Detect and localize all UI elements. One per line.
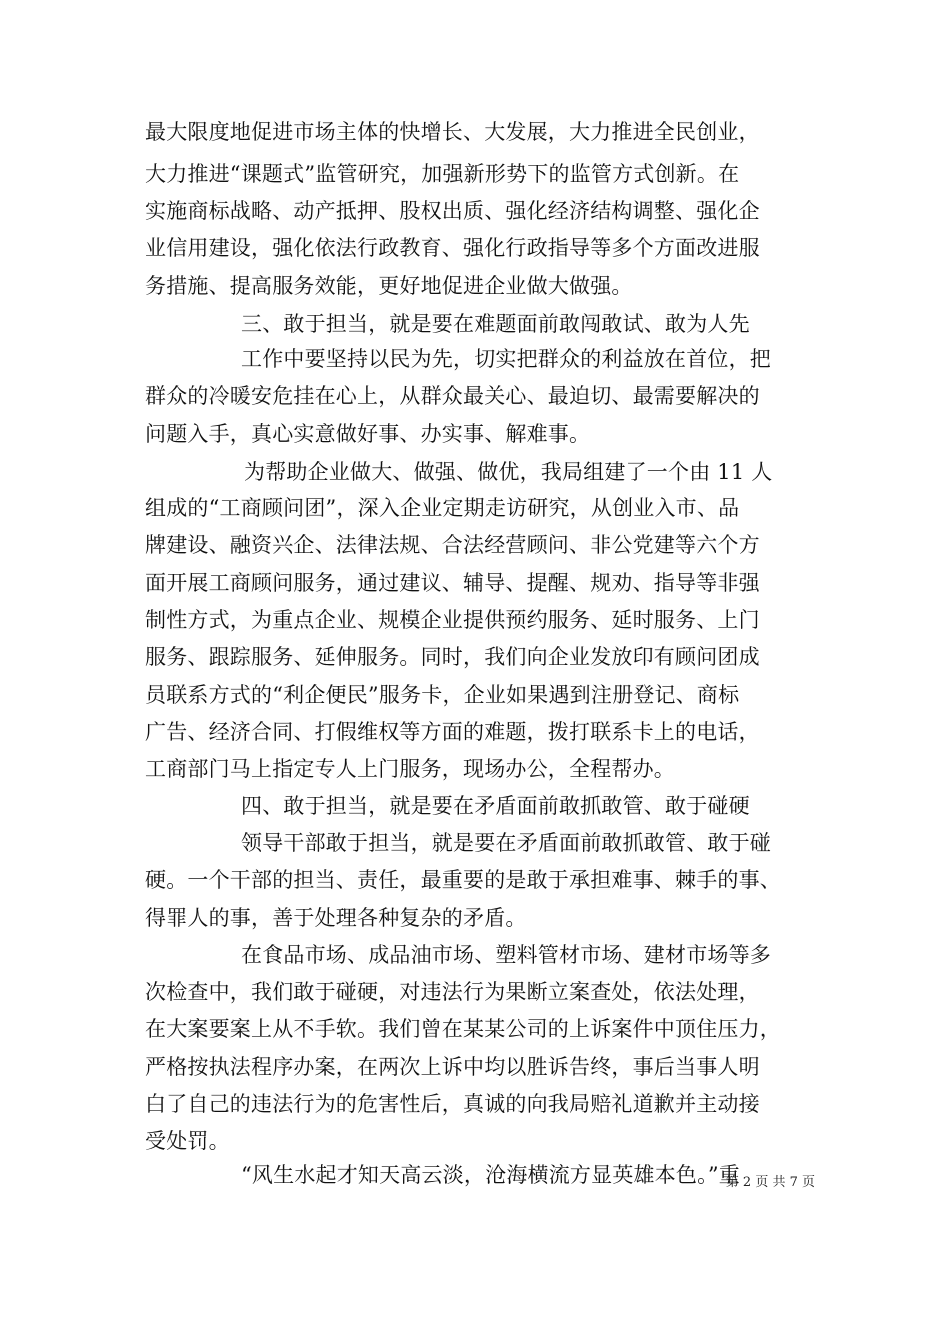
body-text-line: 制性方式，为重点企业、规模企业提供预约服务、延时服务、上门 <box>145 608 760 632</box>
page-number: 第 2 页 共 7 页 <box>725 1175 815 1190</box>
body-text-line: 工作中要坚持以民为先，切实把群众的利益放在首位，把 <box>241 347 771 371</box>
body-text-line: 在大案要案上从不手软。我们曾在某某公司的上诉案件中顶住压力， <box>145 1017 781 1041</box>
body-text-line: 硬。一个干部的担当、责任，最重要的是敢于承担难事、棘手的事、 <box>145 868 781 892</box>
body-text-line: 次检查中，我们敢于碰硬，对违法行为果断立案查处，依法处理， <box>145 980 760 1004</box>
body-text-line: 员联系方式的“利企便民”服务卡，企业如果遇到注册登记、商标 <box>145 683 740 707</box>
body-text-line: 广告、经济合同、打假维权等方面的难题，拨打联系卡上的电话， <box>145 720 760 744</box>
body-text-line: “风生水起才知天高云淡，沧海横流方显英雄本色。”重 <box>241 1163 740 1187</box>
body-text-line: 组成的“工商顾问团”，深入企业定期走访研究，从创业入市、品 <box>145 496 740 520</box>
body-text-line: 群众的冷暖安危挂在心上，从群众最关心、最迫切、最需要解决的 <box>145 384 760 408</box>
body-text-line: 服务、跟踪服务、延伸服务。同时，我们向企业发放印有顾问团成 <box>145 645 760 669</box>
body-text-line: 务措施、提高服务效能，更好地促进企业做大做强。 <box>145 274 633 298</box>
body-text-line: 最大限度地促进市场主体的快增长、大发展，大力推进全民创业， <box>145 120 760 144</box>
body-text-line: 问题入手，真心实意做好事、办实事、解难事。 <box>145 422 591 446</box>
body-text-line: 领导干部敢于担当，就是要在矛盾面前敢抓敢管、敢于碰 <box>241 831 771 855</box>
body-text-line: 业信用建设，强化依法行政教育、强化行政指导等多个方面改进服 <box>145 236 760 260</box>
body-text-line: 得罪人的事，善于处理各种复杂的矛盾。 <box>145 906 527 930</box>
body-text-line: 面开展工商顾问服务，通过建议、辅导、提醒、规劝、指导等非强 <box>145 571 760 595</box>
section-heading-4: 四、敢于担当，就是要在矛盾面前敢抓敢管、敢于碰硬 <box>241 794 750 818</box>
body-text-line: 为帮助企业做大、做强、做优，我局组建了一个由 11 人 <box>244 460 773 484</box>
body-text-line: 在食品市场、成品油市场、塑料管材市场、建材市场等多 <box>241 943 771 967</box>
body-text-line: 大力推进“课题式”监管研究，加强新形势下的监管方式创新。在 <box>145 162 740 186</box>
body-text-line: 严格按执法程序办案，在两次上诉中均以胜诉告终，事后当事人明 <box>145 1055 760 1079</box>
body-text-line: 工商部门马上指定专人上门服务，现场办公，全程帮办。 <box>145 757 675 781</box>
body-text-line: 牌建设、融资兴企、法律法规、合法经营顾问、非公党建等六个方 <box>145 533 760 557</box>
body-text-line: 实施商标战略、动产抵押、股权出质、强化经济结构调整、强化企 <box>145 199 760 223</box>
section-heading-3: 三、敢于担当，就是要在难题面前敢闯敢试、敢为人先 <box>241 312 750 336</box>
body-text-line: 白了自己的违法行为的危害性后，真诚的向我局赔礼道歉并主动接 <box>145 1092 760 1116</box>
body-text-line: 受处罚。 <box>145 1129 230 1153</box>
